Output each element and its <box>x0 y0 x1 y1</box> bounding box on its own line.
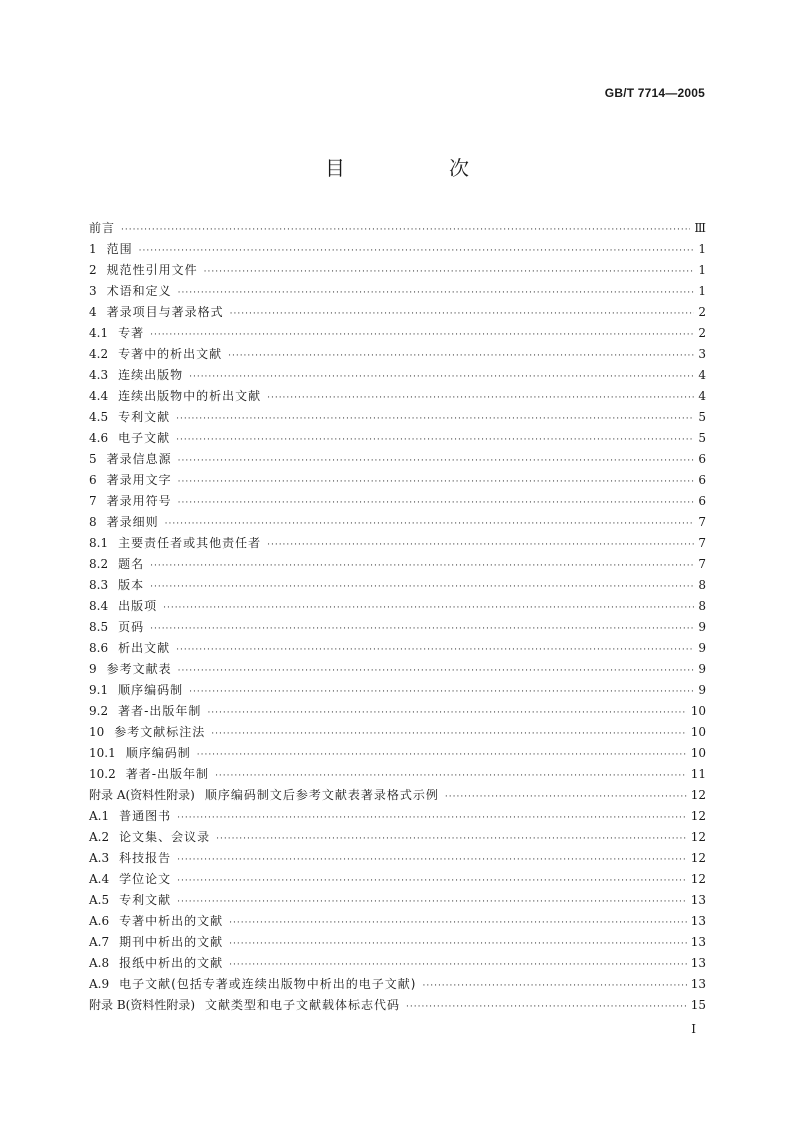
toc-dot-leader <box>163 598 694 619</box>
toc-entry-label: 出版项 <box>118 599 158 613</box>
table-of-contents <box>89 218 706 1016</box>
toc-dot-leader <box>150 556 694 577</box>
toc-entry-label: 参考文献标注法 <box>114 725 206 739</box>
toc-entry[interactable] <box>89 533 706 554</box>
toc-entry[interactable] <box>89 743 706 764</box>
toc-entry-page: 6 <box>698 452 706 466</box>
toc-entry[interactable] <box>89 617 706 638</box>
toc-entry[interactable] <box>89 344 706 365</box>
toc-dot-leader <box>178 472 695 493</box>
toc-entry-page: 1 <box>698 263 706 277</box>
toc-dot-leader <box>216 829 687 850</box>
toc-entry-page: 9 <box>698 683 706 697</box>
toc-entry-number: 9.1 <box>89 683 109 697</box>
toc-dot-leader <box>121 220 690 241</box>
toc-entry-label: 题名 <box>118 557 145 571</box>
toc-entry-page: 12 <box>690 809 706 823</box>
toc-entry[interactable] <box>89 323 706 344</box>
toc-entry-number: 4.2 <box>89 347 109 361</box>
toc-entry-page: 2 <box>698 305 706 319</box>
toc-dot-leader <box>229 955 687 976</box>
toc-entry[interactable] <box>89 260 706 281</box>
toc-entry-label: 期刊中析出的文献 <box>119 935 224 949</box>
toc-entry-page: 1 <box>698 242 706 256</box>
toc-entry-label: 顺序编码制 <box>118 683 184 697</box>
toc-dot-leader <box>229 913 687 934</box>
toc-entry-number: 8.5 <box>89 620 109 634</box>
toc-entry-page: 12 <box>690 851 706 865</box>
toc-dot-leader <box>197 745 687 766</box>
toc-dot-leader <box>267 388 694 409</box>
toc-entry[interactable] <box>89 911 706 932</box>
toc-entry-page: 13 <box>690 914 706 928</box>
toc-dot-leader <box>207 703 686 724</box>
toc-entry-label: 著录信息源 <box>106 452 172 466</box>
toc-entry-label: 范围 <box>106 242 133 256</box>
toc-entry-page: 10 <box>690 704 706 718</box>
toc-entry[interactable] <box>89 995 706 1016</box>
toc-entry[interactable] <box>89 365 706 386</box>
toc-entry-label: 文献类型和电子文献载体标志代码 <box>205 998 401 1012</box>
toc-entry-page: 13 <box>690 956 706 970</box>
toc-entry-number: 8.3 <box>89 578 109 592</box>
document-code: GB/T 7714—2005 <box>604 86 705 100</box>
toc-entry[interactable] <box>89 722 706 743</box>
toc-entry[interactable] <box>89 764 706 785</box>
toc-dot-leader <box>189 682 694 703</box>
toc-entry-number: 4.4 <box>89 389 109 403</box>
toc-dot-leader <box>177 892 687 913</box>
toc-dot-leader <box>229 934 687 955</box>
toc-dot-leader <box>189 367 694 388</box>
toc-entry-page: 8 <box>698 599 706 613</box>
toc-entry-number: 7 <box>89 494 97 508</box>
toc-entry-number: 8 <box>89 515 97 529</box>
toc-entry-number: 9.2 <box>89 704 109 718</box>
toc-entry-label: 著录项目与著录格式 <box>106 305 224 319</box>
toc-entry-number: 4.1 <box>89 326 109 340</box>
toc-entry-number: 8.6 <box>89 641 109 655</box>
toc-dot-leader <box>230 304 695 325</box>
toc-entry-label: 报纸中析出的文献 <box>119 956 224 970</box>
toc-entry[interactable] <box>89 281 706 302</box>
toc-entry-label: 连续出版物中的析出文献 <box>118 389 262 403</box>
toc-entry-page: 5 <box>698 431 706 445</box>
toc-entry-label: 电子文献 <box>118 431 171 445</box>
toc-entry-page: 13 <box>690 977 706 991</box>
toc-entry-number: 10.2 <box>89 767 116 781</box>
toc-entry-number: 4.5 <box>89 410 109 424</box>
toc-entry[interactable] <box>89 659 706 680</box>
toc-entry-label: 页码 <box>118 620 145 634</box>
toc-entry-label: 顺序编码制 <box>125 746 191 760</box>
toc-entry-page: 12 <box>690 872 706 886</box>
toc-dot-leader <box>165 514 695 535</box>
toc-entry[interactable] <box>89 386 706 407</box>
toc-entry[interactable] <box>89 806 706 827</box>
toc-entry-page: 12 <box>690 830 706 844</box>
toc-entry[interactable] <box>89 848 706 869</box>
toc-entry[interactable] <box>89 302 706 323</box>
toc-entry[interactable] <box>89 449 706 470</box>
toc-entry-label: 著录用文字 <box>106 473 172 487</box>
toc-entry-number: 附录 B(资料性附录) <box>89 998 195 1012</box>
toc-entry[interactable] <box>89 785 706 806</box>
toc-entry[interactable] <box>89 218 706 239</box>
toc-entry-label: 科技报告 <box>119 851 172 865</box>
toc-entry-page: 6 <box>698 473 706 487</box>
toc-entry-page: 7 <box>698 557 706 571</box>
toc-dot-leader <box>150 577 694 598</box>
toc-entry-page: 4 <box>698 368 706 382</box>
toc-entry-label: 前言 <box>89 221 116 235</box>
toc-entry-page: 13 <box>690 935 706 949</box>
toc-entry[interactable] <box>89 554 706 575</box>
toc-entry-number: A.4 <box>89 872 110 886</box>
toc-dot-leader <box>445 787 687 808</box>
toc-entry[interactable] <box>89 953 706 974</box>
toc-entry-label: 专著 <box>118 326 145 340</box>
toc-dot-leader <box>215 766 687 787</box>
toc-entry-page: 12 <box>690 788 706 802</box>
toc-dot-leader <box>177 850 687 871</box>
toc-dot-leader <box>176 409 694 430</box>
toc-entry-label: 术语和定义 <box>106 284 172 298</box>
toc-dot-leader <box>406 997 687 1018</box>
toc-entry-page: Ⅲ <box>694 221 706 235</box>
toc-entry-number: 4.6 <box>89 431 109 445</box>
toc-entry-page: 6 <box>698 494 706 508</box>
toc-entry[interactable] <box>89 512 706 533</box>
toc-entry-number: 6 <box>89 473 97 487</box>
toc-entry-number: 4 <box>89 305 97 319</box>
toc-dot-leader <box>423 976 687 997</box>
toc-entry[interactable] <box>89 638 706 659</box>
toc-entry-label: 学位论文 <box>119 872 172 886</box>
toc-dot-leader <box>150 619 694 640</box>
toc-entry-label: 顺序编码制文后参考文献表著录格式示例 <box>204 788 439 802</box>
toc-entry-label: 著录用符号 <box>106 494 172 508</box>
toc-entry-page: 7 <box>698 515 706 529</box>
page-title: 目 次 <box>325 156 511 180</box>
toc-dot-leader <box>150 325 694 346</box>
toc-entry-number: 1 <box>89 242 97 256</box>
toc-dot-leader <box>178 661 695 682</box>
toc-dot-leader <box>267 535 694 556</box>
toc-dot-leader <box>177 871 687 892</box>
toc-dot-leader <box>176 430 694 451</box>
toc-entry[interactable] <box>89 428 706 449</box>
toc-entry-number: 8.2 <box>89 557 109 571</box>
toc-entry-number: 4.3 <box>89 368 109 382</box>
toc-entry-page: 10 <box>690 725 706 739</box>
toc-entry-number: 9 <box>89 662 97 676</box>
toc-entry-label: 专著中析出的文献 <box>119 914 224 928</box>
toc-entry-number: 3 <box>89 284 97 298</box>
toc-entry-number: A.2 <box>89 830 110 844</box>
toc-entry-number: 10.1 <box>89 746 116 760</box>
toc-entry-page: 11 <box>690 767 706 781</box>
toc-dot-leader <box>228 346 694 367</box>
toc-entry[interactable] <box>89 869 706 890</box>
toc-entry[interactable] <box>89 932 706 953</box>
toc-entry[interactable] <box>89 701 706 722</box>
toc-entry[interactable] <box>89 491 706 512</box>
page-number: I <box>691 1022 696 1036</box>
toc-entry[interactable] <box>89 680 706 701</box>
toc-entry-page: 1 <box>698 284 706 298</box>
toc-entry-page: 9 <box>698 620 706 634</box>
toc-entry-label: 主要责任者或其他责任者 <box>118 536 262 550</box>
toc-entry-label: 论文集、会议录 <box>119 830 211 844</box>
toc-entry-number: A.8 <box>89 956 110 970</box>
toc-entry-number: 8.1 <box>89 536 109 550</box>
toc-entry[interactable] <box>89 974 706 995</box>
toc-entry-page: 4 <box>698 389 706 403</box>
toc-entry-number: A.1 <box>89 809 110 823</box>
toc-entry-page: 7 <box>698 536 706 550</box>
toc-dot-leader <box>139 241 695 262</box>
toc-entry[interactable] <box>89 407 706 428</box>
toc-entry-label: 专著中的析出文献 <box>118 347 223 361</box>
toc-entry-number: A.5 <box>89 893 110 907</box>
toc-entry[interactable] <box>89 575 706 596</box>
toc-entry-page: 10 <box>690 746 706 760</box>
toc-dot-leader <box>211 724 686 745</box>
toc-entry[interactable] <box>89 239 706 260</box>
toc-entry-page: 5 <box>698 410 706 424</box>
toc-dot-leader <box>176 640 694 661</box>
toc-entry-number: 5 <box>89 452 97 466</box>
toc-entry-page: 3 <box>698 347 706 361</box>
toc-entry-label: 析出文献 <box>118 641 171 655</box>
toc-dot-leader <box>178 283 695 304</box>
toc-entry-label: 连续出版物 <box>118 368 184 382</box>
toc-entry-label: 专利文献 <box>118 410 171 424</box>
toc-dot-leader <box>178 493 695 514</box>
toc-entry[interactable] <box>89 470 706 491</box>
toc-entry[interactable] <box>89 890 706 911</box>
toc-entry[interactable] <box>89 827 706 848</box>
toc-entry-page: 8 <box>698 578 706 592</box>
toc-entry-page: 2 <box>698 326 706 340</box>
toc-entry-label: 著录细则 <box>106 515 159 529</box>
toc-dot-leader <box>178 451 695 472</box>
toc-entry-number: 10 <box>89 725 105 739</box>
toc-entry-label: 规范性引用文件 <box>106 263 198 277</box>
toc-entry-label: 版本 <box>118 578 145 592</box>
toc-entry-page: 15 <box>690 998 706 1012</box>
toc-entry-number: 8.4 <box>89 599 109 613</box>
toc-entry-number: A.7 <box>89 935 110 949</box>
toc-entry-number: A.9 <box>89 977 110 991</box>
toc-entry-label: 专利文献 <box>119 893 172 907</box>
toc-entry-page: 9 <box>698 662 706 676</box>
toc-dot-leader <box>177 808 687 829</box>
toc-entry-label: 著者-出版年制 <box>125 767 210 781</box>
toc-entry-number: A.6 <box>89 914 110 928</box>
toc-entry-label: 参考文献表 <box>106 662 172 676</box>
toc-entry-label: 普通图书 <box>119 809 172 823</box>
toc-entry[interactable] <box>89 596 706 617</box>
toc-entry-label: 著者-出版年制 <box>118 704 202 718</box>
toc-entry-page: 13 <box>690 893 706 907</box>
toc-entry-number: 2 <box>89 263 97 277</box>
toc-entry-number: A.3 <box>89 851 110 865</box>
toc-entry-page: 9 <box>698 641 706 655</box>
toc-dot-leader <box>204 262 695 283</box>
toc-entry-label: 电子文献(包括专著或连续出版物中析出的电子文献) <box>119 977 417 991</box>
toc-entry-number: 附录 A(资料性附录) <box>89 788 195 802</box>
